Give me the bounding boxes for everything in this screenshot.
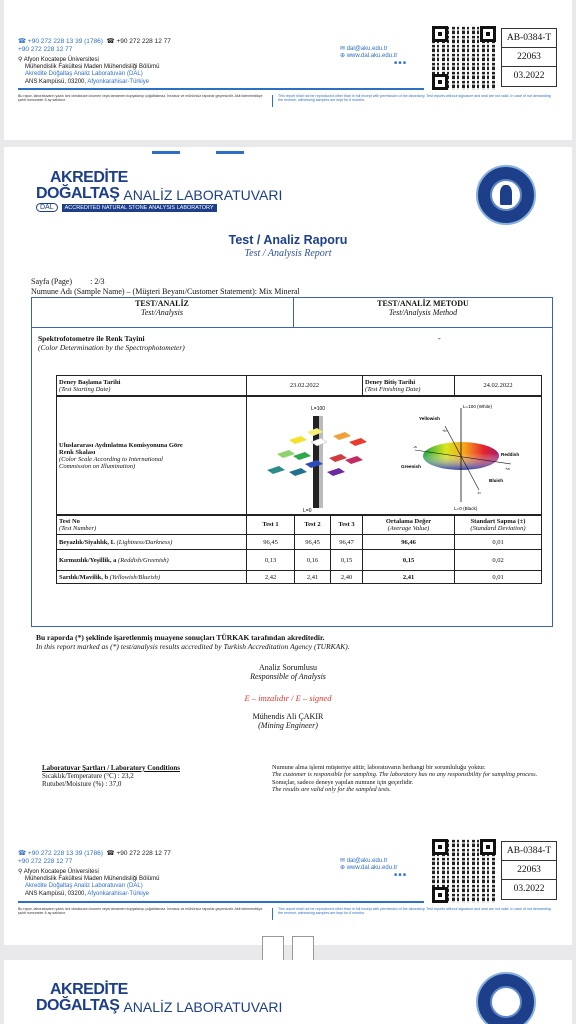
- e-signature: [4, 693, 572, 703]
- e-sign-tr: E – imzalıdır: [244, 693, 289, 703]
- footer-rule: [18, 901, 424, 903]
- row-label: Sarılık/Mavilik, b: [59, 573, 109, 581]
- logo-line-2: DOĞALTAŞ: [36, 185, 120, 202]
- web-link[interactable]: www.dal.aku.edu.tr: [346, 865, 398, 872]
- results-header-row: [57, 515, 542, 535]
- humidity-label: Rutubet/Moisture (%) :: [42, 780, 108, 788]
- contact-block: [340, 46, 406, 68]
- address-block: [18, 869, 159, 898]
- scale-subtitle-2: Commission on Illumination): [59, 463, 136, 470]
- engineer-title: (Mining Engineer): [258, 721, 318, 730]
- email-link[interactable]: dal@aku.edu.tr: [346, 46, 388, 52]
- conditions-title: Laboratuvar Şartları / Laboratory Conditions: [42, 764, 180, 772]
- phone-3: +90 272 228 12 77: [18, 857, 73, 865]
- col2-subtitle: Test/Analysis Method: [388, 308, 458, 317]
- lab-name: Akredite Doğaltaş Analiz Laboratuvarı (DAL): [25, 883, 143, 890]
- test-name: [38, 334, 185, 352]
- footer-rule: [18, 88, 424, 90]
- fig-yellowish: Yellowish: [419, 416, 440, 421]
- note-2: The customer is responsible for sampling. The laboratory has no any responsibility for sampling process.: [272, 771, 538, 779]
- fig-black: L=0 (Black): [454, 506, 478, 511]
- sample-value: Mix Mineral: [258, 287, 300, 296]
- scale-subtitle-1: (Color Scale According to International: [59, 456, 163, 463]
- cie-lab-figure: [249, 398, 539, 514]
- fig-bluish: Bluish: [489, 478, 504, 483]
- logo-line-3: ANALİZ LABORATUVARI: [123, 999, 283, 1015]
- col2-header: [294, 299, 552, 317]
- accreditation-note: [36, 633, 556, 651]
- ab-wheel: [401, 404, 519, 511]
- note-3: Sonuçlar, sadece deneye yapılan numune için geçerlidir.: [272, 778, 414, 786]
- signature-block: [4, 663, 572, 730]
- cell-test-1: 0,13: [247, 550, 295, 571]
- address-block: [18, 57, 159, 86]
- color-cubes: [267, 406, 367, 514]
- report-page: [4, 147, 572, 945]
- city: Afyonkarahisar-Türkiye: [87, 890, 150, 897]
- phone-block: [18, 850, 171, 865]
- scale-title-2: Renk Skalası: [59, 449, 96, 456]
- cell-average: 2,41: [363, 571, 455, 584]
- campus: ANS Kampüsü, 03200,: [25, 78, 87, 85]
- fig-l100: L=100: [311, 406, 326, 412]
- fig-greenish: Greenish: [401, 464, 421, 469]
- cell-test-1: 2,42: [247, 571, 295, 584]
- department-name: Mühendislik Fakültesi Maden Mühendisliği Bölümü: [25, 876, 160, 883]
- top-mark-2: [216, 151, 244, 154]
- frame-header-line: [32, 327, 552, 328]
- fig-white: L=100 (White): [463, 404, 492, 409]
- reference-box: [501, 28, 557, 87]
- col1-header: [32, 299, 292, 317]
- note-divider: [272, 908, 273, 920]
- location-icon: ⚲: [18, 869, 23, 875]
- phone-1: +90 272 228 13 39 (1786): [27, 38, 103, 45]
- ref-number: 22063: [502, 48, 556, 67]
- phone-3: +90 272 228 12 77: [18, 45, 73, 53]
- cell-average: 96,46: [363, 535, 455, 550]
- start-label: Deney Başlama Tarihi: [59, 378, 121, 386]
- cell-test-2: 96,45: [295, 535, 331, 550]
- page-top-fragment: [4, 0, 572, 140]
- reference-box: [501, 841, 557, 900]
- page-value: : 2/3: [90, 277, 105, 286]
- test-name-tr: Spektrofotometre ile Renk Tayini: [38, 334, 145, 343]
- cell-average: 0,15: [363, 550, 455, 571]
- row-label-en: (Reddish/Greenish): [118, 556, 169, 564]
- e-sign-separator: /: [291, 693, 294, 703]
- fax-icon: ☎: [106, 38, 115, 45]
- city: Afyonkarahisar-Türkiye: [87, 78, 150, 85]
- ref-number: 22063: [502, 861, 556, 880]
- footer-note-en: This report shall not be reproduced other than in full except with permission of the laboratory. Test reports without signature and seal are not valid. In case of not demanding the reverse, witnessing samples are kept for 6 months.: [278, 94, 551, 103]
- qr-code: [432, 839, 496, 903]
- table-row: [57, 571, 542, 584]
- cell-test-3: 0,15: [331, 550, 363, 571]
- institution-name: Afyon Kocatepe Üniversitesi: [23, 57, 99, 63]
- note-divider: [272, 95, 273, 107]
- table-row: [57, 535, 542, 550]
- fig-plus-b: +b: [442, 428, 447, 433]
- phone-icon: ☎: [18, 850, 27, 857]
- hdr-test-2: Test 2: [295, 515, 331, 535]
- dates-table: [56, 375, 542, 396]
- test-name-en: (Color Determination by the Spectrophotometer): [38, 343, 185, 352]
- department-name: Mühendislik Fakültesi Maden Mühendisliği Bölümü: [25, 64, 160, 71]
- phone-icon: ☎: [18, 38, 27, 45]
- finish-label: Deney Bitiş Tarihi: [365, 378, 416, 386]
- cell-test-2: 0,16: [295, 550, 331, 571]
- globe-icon: ⊕: [340, 865, 346, 872]
- temp-label: Sıcaklık/Temperature (°C) :: [42, 772, 120, 780]
- ref-code: AB-0384-T: [502, 842, 556, 861]
- hdr-test-3: Test 3: [331, 515, 363, 535]
- lab-conditions: [42, 764, 262, 788]
- e-sign-en: E – signed: [295, 693, 332, 703]
- fax-icon: ☎: [106, 850, 115, 857]
- fig-reddish: Reddish: [501, 452, 520, 457]
- note-1: Numune alma işlemi müşteriye aittir, laboratuvarın herhangi bir sorumluluğu yoktur.: [272, 764, 486, 771]
- ref-date: 03.2022: [513, 884, 545, 894]
- footer-note-tr: Bu rapor, laboratuvarın yazılı izni olmaksızın kısmen veya tamamen kopyalanıp çoğaltılamaz. İmzasız ve mühürsüz raporlar geçersizdir. Akit istenmedikçe şahit numuneler 6 ay saklanır.: [18, 94, 263, 103]
- cell-test-2: 2,41: [295, 571, 331, 584]
- page-number: [31, 277, 105, 286]
- row-label-en: (Lightness/Darkness): [116, 538, 173, 546]
- cell-test-1: 96,45: [247, 535, 295, 550]
- university-seal: [476, 165, 536, 225]
- top-mark-1: [152, 151, 180, 154]
- report-subtitle: Test / Analysis Report: [244, 248, 332, 259]
- phone-2: +90 272 228 12 77: [116, 850, 171, 857]
- col1-title: TEST/ANALİZ: [135, 299, 189, 308]
- engineer-name: Mühendis Ali ÇAKIR: [252, 712, 324, 721]
- mail-icon: ✉: [340, 46, 346, 52]
- note-4: The results are valid only for the sampled tests.: [272, 786, 391, 794]
- humidity-value: 37,0: [109, 780, 122, 788]
- qr-code: [432, 26, 496, 90]
- globe-icon: ⊕: [340, 53, 346, 60]
- phone-1: +90 272 228 13 39 (1786): [27, 850, 103, 857]
- social-icons: ■ ■ ■: [394, 872, 406, 879]
- fig-minus-a: -a: [413, 444, 417, 449]
- signature-role-en: Responsible of Analysis: [250, 672, 326, 681]
- row-label-en: (Yellowish/Blueish): [109, 573, 161, 581]
- logo-dal: DAL: [36, 203, 58, 212]
- logo-line-1: AKREDİTE: [50, 169, 128, 186]
- hdr-average-en: (Average Value): [387, 524, 430, 532]
- hdr-test-1: Test 1: [247, 515, 295, 535]
- method-value: -: [438, 334, 441, 343]
- report-title: Test / Analiz Raporu: [228, 233, 348, 247]
- col2-title: TEST/ANALİZ METODU: [377, 299, 469, 308]
- hdr-test-no: Test No: [59, 517, 80, 525]
- cell-std-dev: 0,01: [455, 535, 542, 550]
- finish-label-en: (Test Finishing Date): [365, 385, 421, 393]
- mail-icon: ✉: [340, 858, 346, 864]
- finish-date: 24.02.2022: [455, 376, 542, 396]
- ref-date: 03.2022: [513, 71, 545, 81]
- contact-block: [340, 858, 406, 880]
- footer-note-tr: Bu rapor, laboratuvarın yazılı izni olmaksızın kısmen veya tamamen kopyalanıp çoğaltılamaz. İmzasız ve mühürsüz raporlar geçersizdir. Akit istenmedikçe şahit numuneler 6 ay saklanır.: [18, 907, 263, 916]
- cell-std-dev: 0,02: [455, 550, 542, 571]
- fig-minus-b: -b: [477, 490, 481, 495]
- logo-line-2: DOĞALTAŞ: [36, 997, 120, 1014]
- accreditation-en: In this report marked as (*) test/analysis results accredited by Turkish Accreditation Agency (TURKAK).: [36, 642, 350, 651]
- cell-test-3: 2,40: [331, 571, 363, 584]
- next-page-fragment: [4, 960, 572, 1024]
- fig-plus-a: +a: [505, 466, 510, 471]
- campus: ANS Kampüsü, 03200,: [25, 890, 87, 897]
- row-label: Kırmızılık/Yeşillik, a: [59, 556, 117, 564]
- lab-name: Akredite Doğaltaş Analiz Laboratuvarı (DAL): [25, 71, 143, 78]
- logo-line-3: ANALİZ LABORATUVARI: [123, 187, 283, 203]
- cell-std-dev: 0,01: [455, 571, 542, 584]
- phone-block: [18, 38, 171, 53]
- institution-name: Afyon Kocatepe Üniversitesi: [23, 869, 99, 875]
- hdr-test-no-en: (Test Number): [59, 524, 97, 532]
- scale-table: [56, 396, 542, 516]
- sample-name: [31, 287, 300, 296]
- sample-label: Numune Adı (Sample Name) – (Müşteri Beyanı/Customer Statement):: [31, 287, 257, 296]
- sampling-notes: [272, 764, 554, 794]
- email-link[interactable]: dal@aku.edu.tr: [346, 858, 388, 864]
- logo-subtitle: ACCREDITED NATURAL STONE ANALYSIS LABORATORY: [62, 204, 217, 212]
- page-label: Sayfa (Page): [31, 277, 73, 286]
- results-table: [56, 514, 542, 584]
- hdr-std-dev-en: (Standard Deviation): [470, 524, 526, 532]
- temp-value: 23,2: [121, 772, 134, 780]
- start-date: 23.02.2022: [247, 376, 363, 396]
- scale-title-1: Uluslararası Aydınlatma Komisyonuna Göre: [59, 442, 183, 449]
- lab-logo: [36, 982, 282, 1014]
- hdr-std-dev: Standart Sapma (±): [470, 517, 526, 525]
- row-label: Beyazlık/Siyahlık, L: [59, 538, 115, 546]
- logo-line-1: AKREDİTE: [50, 981, 128, 998]
- location-icon: ⚲: [18, 57, 23, 63]
- start-label-en: (Test Starting Date): [59, 385, 111, 393]
- footer-note-en: This report shall not be reproduced other than in full except with permission of the laboratory. Test reports without signature and seal are not valid. In case of not demanding the reverse, witnessing samples are kept for 6 months.: [278, 907, 551, 916]
- ref-code: AB-0384-T: [502, 29, 556, 48]
- col1-subtitle: Test/Analysis: [141, 308, 183, 317]
- cell-test-3: 96,47: [331, 535, 363, 550]
- lab-logo: [36, 170, 282, 212]
- table-row: [57, 550, 542, 571]
- social-icons: ■ ■ ■: [394, 60, 406, 67]
- accreditation-tr: Bu raporda (*) şeklinde işaretlenmiş muayene sonuçları TÜRKAK tarafından akreditedir.: [36, 633, 325, 642]
- web-link[interactable]: www.dal.aku.edu.tr: [346, 53, 398, 60]
- phone-2: +90 272 228 12 77: [116, 38, 171, 45]
- fig-l0: L=0: [303, 508, 312, 514]
- university-seal: [476, 972, 536, 1024]
- hdr-average: Ortalama Değer: [385, 517, 432, 525]
- signature-role: Analiz Sorumlusu: [259, 663, 317, 672]
